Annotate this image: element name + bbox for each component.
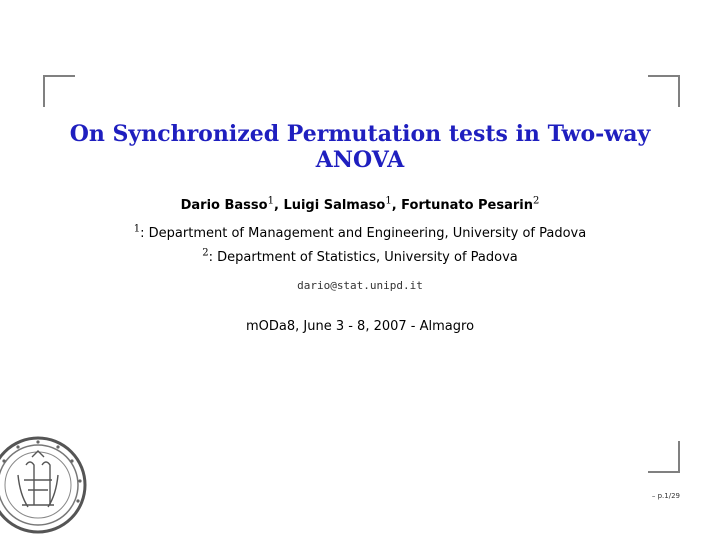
corner-mark-top-left — [43, 75, 75, 107]
author-list: Dario Basso$^1$, Luigi Salmaso$^1$, Fortunato Pesarin$^2$ — [180, 195, 540, 213]
contact-email: dario@stat.unipd.it — [297, 279, 423, 292]
author-name: Luigi Salmaso — [283, 198, 386, 213]
affiliation-line — [0, 248, 720, 268]
page-number: – p.1/29 — [651, 492, 680, 500]
slide-title: On Synchronized Permutation tests in Two-way ANOVA — [69, 121, 651, 173]
affiliation-line — [0, 224, 720, 244]
author-affiliation-mark: 1 — [385, 195, 392, 207]
conference-info: mODa8, June 3 - 8, 2007 - Almagro — [245, 319, 475, 334]
affiliation-mark: 1 — [133, 223, 141, 235]
affiliation-text: : Department of Management and Engineering, University of Padova — [140, 226, 587, 241]
corner-mark-top-right — [648, 75, 680, 107]
author-name: Fortunato Pesarin — [401, 198, 533, 213]
university-seal-icon — [0, 435, 88, 535]
affiliation-text: : Department of Statistics, University of Padova — [208, 250, 518, 265]
author-name: Dario Basso — [180, 198, 268, 213]
author-affiliation-mark: 1 — [267, 195, 274, 207]
affiliation-mark: 2 — [202, 247, 209, 259]
corner-mark-bottom-right — [648, 441, 680, 473]
author-affiliation-mark: 2 — [533, 195, 540, 207]
